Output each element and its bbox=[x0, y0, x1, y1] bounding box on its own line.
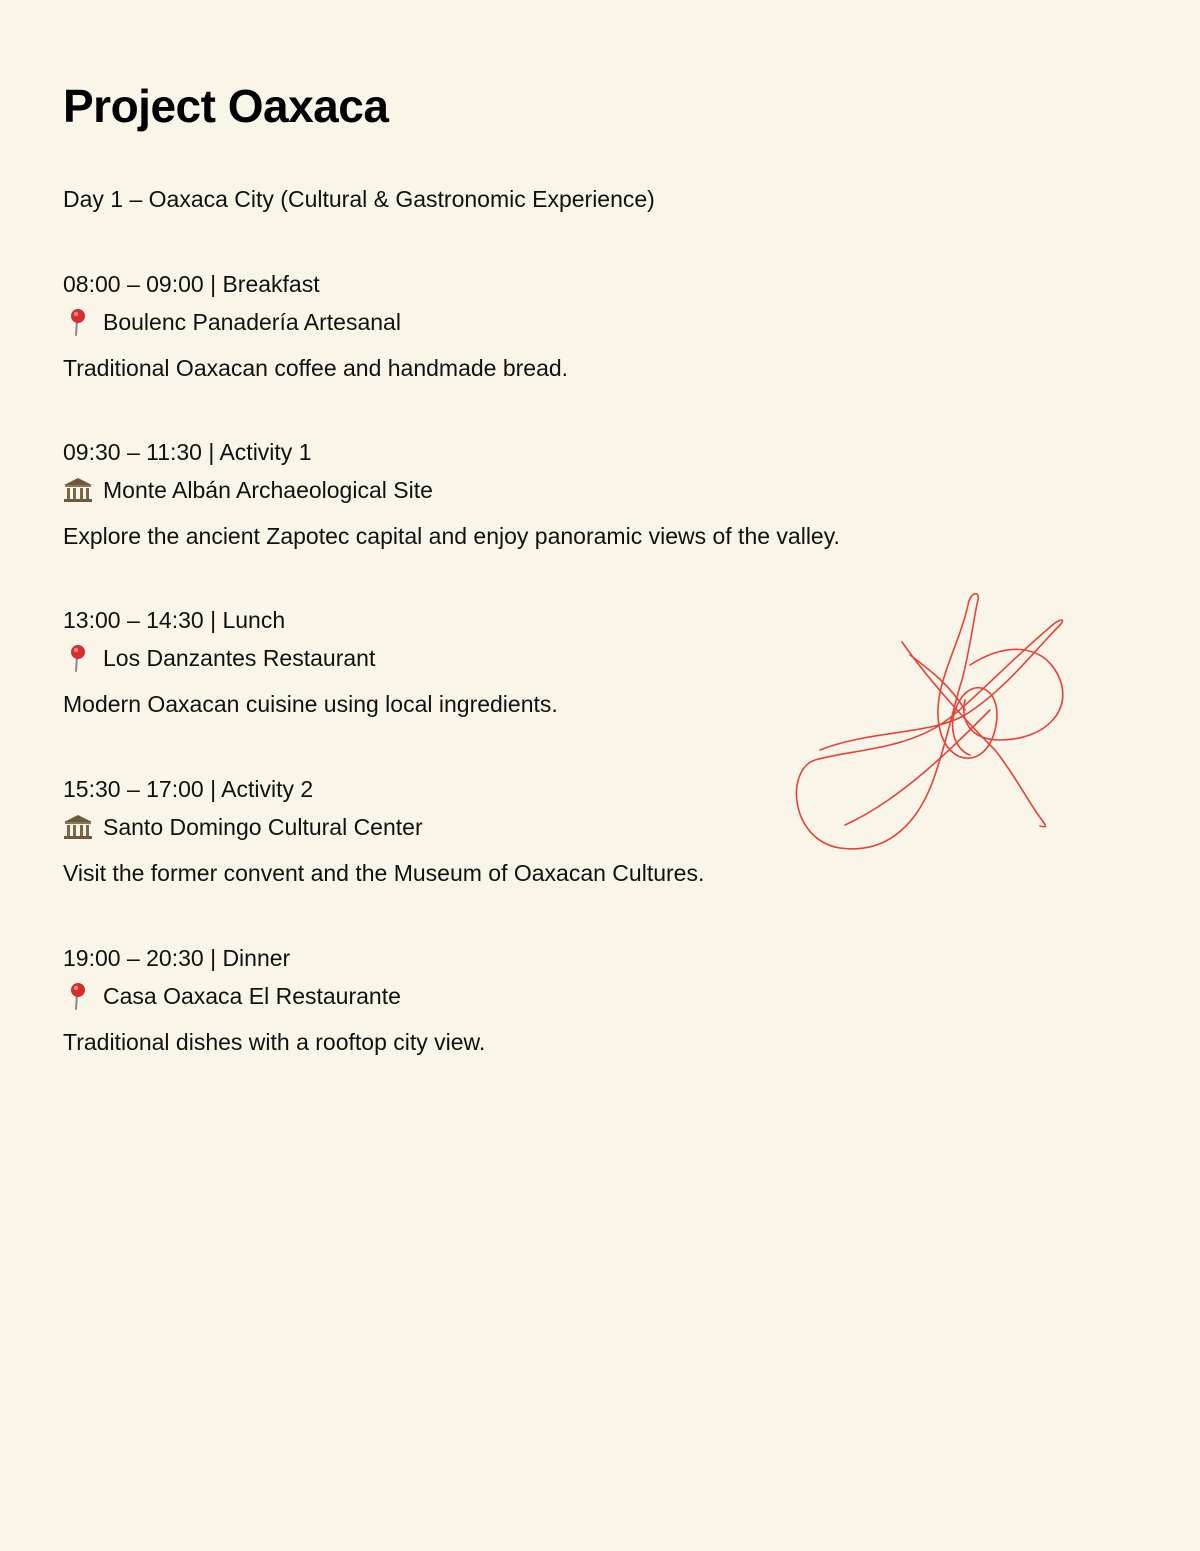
entry-time: 08:00 – 09:00 | Breakfast bbox=[63, 271, 320, 297]
classical-building-icon bbox=[63, 813, 93, 841]
entry-place-label: Los Danzantes Restaurant bbox=[103, 645, 376, 671]
day-heading: Day 1 – Oaxaca City (Cultural & Gastronomic Experience) bbox=[63, 186, 655, 212]
round-pushpin-icon bbox=[63, 308, 93, 336]
classical-building-icon bbox=[63, 476, 93, 504]
page-title: Project Oaxaca bbox=[63, 80, 389, 132]
entry-place-label: Santo Domingo Cultural Center bbox=[103, 814, 423, 840]
entry-place bbox=[63, 307, 401, 337]
handwritten-signature bbox=[790, 590, 1080, 860]
entry-description: Traditional Oaxacan coffee and handmade bread. bbox=[63, 355, 569, 381]
entry-place bbox=[63, 643, 375, 673]
entry-description: Visit the former convent and the Museum of Oaxacan Cultures. bbox=[63, 860, 705, 886]
entry-description: Modern Oaxacan cuisine using local ingredients. bbox=[63, 691, 558, 717]
entry-time: 15:30 – 17:00 | Activity 2 bbox=[63, 776, 314, 802]
entry-place-label: Boulenc Panadería Artesanal bbox=[103, 309, 401, 335]
entry-place bbox=[63, 981, 401, 1011]
entry-description: Explore the ancient Zapotec capital and enjoy panoramic views of the valley. bbox=[63, 523, 840, 549]
entry-time: 09:30 – 11:30 | Activity 1 bbox=[63, 439, 312, 465]
entry-place bbox=[63, 475, 433, 505]
round-pushpin-icon bbox=[63, 644, 93, 672]
entry-place-label: Casa Oaxaca El Restaurante bbox=[103, 983, 401, 1009]
entry-time: 19:00 – 20:30 | Dinner bbox=[63, 945, 291, 971]
round-pushpin-icon bbox=[63, 982, 93, 1010]
entry-place-label: Monte Albán Archaeological Site bbox=[103, 477, 433, 503]
entry-place bbox=[63, 812, 423, 842]
entry-description: Traditional dishes with a rooftop city view. bbox=[63, 1029, 486, 1055]
entry-time: 13:00 – 14:30 | Lunch bbox=[63, 607, 286, 633]
